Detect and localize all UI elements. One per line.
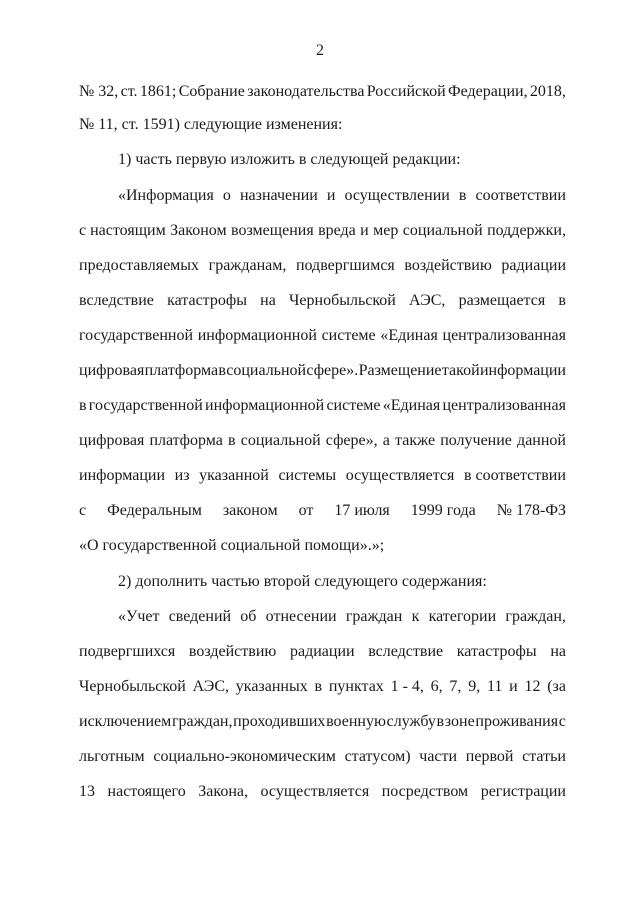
word: пунктах [328, 678, 384, 695]
word: такой [441, 362, 480, 379]
word: 12 [524, 678, 541, 695]
word: Размещение [358, 362, 442, 379]
word: статусом) [344, 748, 411, 765]
word: «Информация [118, 187, 214, 204]
word: в [218, 362, 226, 379]
word: социально-экономическим [153, 748, 336, 765]
word: о [222, 187, 231, 204]
word: социальной [402, 222, 483, 239]
word: а [382, 432, 390, 449]
word: системы [278, 467, 337, 484]
word: гражданам, [208, 257, 287, 274]
word: платформа [149, 432, 223, 449]
word: в [458, 187, 467, 204]
word: Собрание [178, 83, 245, 100]
word: поддержки, [487, 222, 566, 239]
word: и [509, 678, 518, 695]
word: цифровая [79, 362, 145, 379]
text-line: «О государственной социальной помощи».»; [79, 537, 385, 554]
word: настоящего [107, 783, 186, 800]
word: платформа [144, 362, 219, 379]
word: государственной [79, 327, 194, 344]
word: граждан [345, 608, 403, 625]
word: АЭС, [192, 678, 230, 695]
word: льготным [79, 748, 145, 765]
word: указанной [199, 467, 269, 484]
word: 11 [486, 678, 503, 695]
word: граждан, [505, 608, 566, 625]
word: ст. [120, 83, 138, 100]
word: регистрации [480, 783, 566, 800]
word: законом [222, 502, 278, 519]
text-line [79, 359, 566, 383]
text-line [79, 80, 566, 104]
page-number: 2 [316, 42, 324, 59]
text-line [79, 429, 566, 453]
word: с [79, 502, 87, 519]
word: проходивших [233, 713, 326, 730]
word: осуществлении [344, 187, 450, 204]
word: категории [428, 608, 497, 625]
text-line [79, 254, 566, 278]
word: в соответствии [463, 467, 566, 484]
word: «Единая [380, 327, 438, 344]
word: Законом [170, 222, 227, 239]
word: Закона, [198, 783, 248, 800]
word: 1999 года [410, 502, 476, 519]
word: социальной [240, 432, 321, 449]
word: службу [386, 713, 436, 730]
text-line [79, 324, 566, 348]
word: граждан, [171, 713, 233, 730]
word: информации [479, 362, 566, 379]
word: подвергшимся [295, 257, 395, 274]
word: 13 [79, 783, 95, 800]
word: проживания [475, 713, 559, 730]
text-line [118, 605, 566, 629]
word: мер [373, 222, 399, 239]
word: воздействию [404, 257, 492, 274]
word: № 178-ФЗ [496, 502, 566, 519]
word: АЭС, [409, 292, 446, 309]
word: с настоящим [79, 222, 166, 239]
word: 6, [430, 678, 443, 695]
word: и [360, 222, 369, 239]
word: в [79, 397, 87, 414]
word: системе [326, 397, 381, 414]
word: централизованная [442, 397, 566, 414]
text-line [118, 184, 566, 208]
word: из [174, 467, 190, 484]
word: осуществляется [345, 467, 455, 484]
word: предоставляемых [79, 257, 200, 274]
word: катастрофы [167, 292, 247, 309]
word: статьи [522, 748, 566, 765]
word: вследствие [79, 292, 154, 309]
word: сфере». [306, 362, 359, 379]
word: катастрофы [456, 643, 537, 660]
word: указанных [235, 678, 308, 695]
word: от [298, 502, 314, 519]
text-line [79, 289, 566, 313]
word: в [228, 432, 236, 449]
word: в [558, 292, 566, 309]
word: сфере», [325, 432, 378, 449]
word: воздействию [188, 643, 277, 660]
text-line: 1) часть первую изложить в следующей редакции: [118, 151, 461, 168]
word: и [326, 187, 336, 204]
word: с [558, 713, 566, 730]
text-line [79, 394, 566, 418]
word: размещается [458, 292, 546, 309]
text-line [79, 675, 566, 699]
word: зоне [444, 713, 475, 730]
word: цифровая [79, 432, 145, 449]
word: на [260, 292, 276, 309]
word: № 32, [79, 83, 119, 100]
word: получение [440, 432, 512, 449]
word: 9, [468, 678, 481, 695]
word: назначении [239, 187, 318, 204]
text-line [79, 780, 566, 804]
text-line [79, 499, 566, 523]
word: возмещения [231, 222, 314, 239]
word: Федерации, [448, 83, 528, 100]
word: информации [79, 467, 166, 484]
word: информационной [205, 397, 325, 414]
word: информационной [197, 327, 317, 344]
word: подвергшихся [79, 643, 176, 660]
word: централизованная [442, 327, 566, 344]
word: к [411, 608, 420, 625]
word: Чернобыльской [79, 678, 186, 695]
word: системе [321, 327, 376, 344]
word: государственной [88, 397, 203, 414]
text-line: № 11, ст. 1591) следующие изменения: [79, 116, 343, 133]
word: 1861; [139, 83, 177, 100]
word: «Единая [382, 397, 441, 414]
word: в [314, 678, 323, 695]
word: также [395, 432, 436, 449]
word: законодательства [247, 83, 365, 100]
word: части [419, 748, 458, 765]
word: Чернобыльской [289, 292, 396, 309]
word: исключением [79, 713, 172, 730]
text-line: 2) дополнить частью второй следующего содержания: [118, 573, 487, 590]
word: соответствии [475, 187, 566, 204]
word: первой [465, 748, 514, 765]
word: об [240, 608, 257, 625]
text-line [79, 745, 566, 769]
word: вреда [318, 222, 356, 239]
word: радиации [501, 257, 566, 274]
word: осуществляется [260, 783, 370, 800]
word: 1 - 4, [390, 678, 424, 695]
text-line [79, 464, 566, 488]
word: «Учет [118, 608, 160, 625]
word: военную [326, 713, 386, 730]
word: на [550, 643, 566, 660]
word: 17 июля [334, 502, 390, 519]
word: посредством [381, 783, 469, 800]
word: в [436, 713, 445, 730]
text-line [79, 219, 566, 243]
text-line [79, 640, 566, 664]
word: данной [517, 432, 566, 449]
word: вследствие [368, 643, 444, 660]
word: (за [547, 678, 566, 695]
word: социальной [226, 362, 307, 379]
word: радиации [289, 643, 355, 660]
word: 7, [449, 678, 462, 695]
word: Федеральным [107, 502, 202, 519]
text-line [79, 710, 566, 734]
word: 2018, [529, 83, 566, 100]
word: сведений [168, 608, 232, 625]
word: отнесении [265, 608, 337, 625]
word: Российской [366, 83, 446, 100]
